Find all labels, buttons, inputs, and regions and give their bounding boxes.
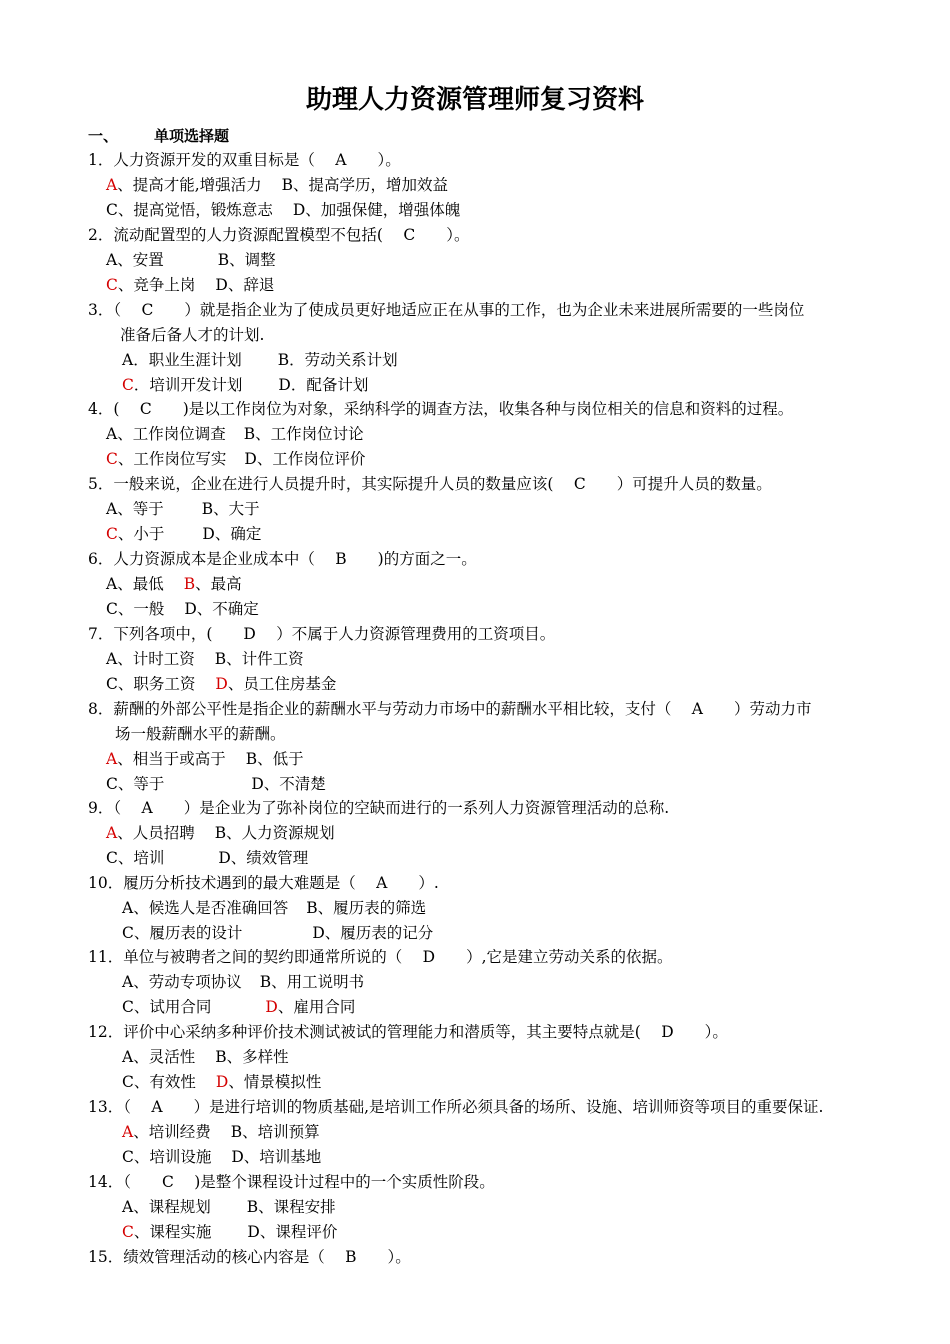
q3-option-c-text: ．培训开发计划: [133, 376, 243, 394]
q10-option-a: A、候选人是否准确回答: [122, 899, 289, 917]
question-7-stem: 7．下列各项中，( D ）不属于人力资源管理费用的工资项目。: [88, 625, 556, 643]
q12-option-d-text: 、情景模拟性: [228, 1073, 322, 1091]
q2-option-d: D、辞退: [215, 276, 275, 294]
question-15-stem: 15．绩效管理活动的核心内容是（ B ）。: [88, 1248, 411, 1266]
q12-option-c: C、有效性: [122, 1073, 196, 1091]
question-10-options-ab: [122, 897, 426, 919]
q3-option-c-letter: C: [122, 376, 134, 394]
q3-option-b: B．劳动关系计划: [277, 351, 398, 369]
q13-option-c: C、培训设施: [122, 1148, 212, 1166]
question-9-options-cd: [106, 847, 308, 869]
question-13-options-ab: [122, 1121, 320, 1143]
question-14-options-cd: [122, 1221, 337, 1243]
question-12-stem: 12．评价中心采纳多种评价技术测试被试的管理能力和潜质等，其主要特点就是( D ）。: [88, 1023, 728, 1041]
q6-option-d: D、不确定: [184, 600, 259, 618]
q13-option-a-text: 、培训经费: [133, 1123, 211, 1141]
question-8-stem: 8．薪酬的外部公平性是指企业的薪酬水平与劳动力市场中的薪酬水平相比较，支付（ A ）劳动力市: [88, 700, 812, 718]
question-9-options-ab: [106, 822, 335, 844]
section-number: 一、: [88, 127, 119, 145]
question-6-stem: 6．人力资源成本是企业成本中（ B )的方面之一。: [88, 550, 477, 568]
q5-option-c-text: 、小于: [117, 525, 165, 543]
q13-option-d: D、培训基地: [231, 1148, 322, 1166]
question-13-options-cd: [122, 1146, 321, 1168]
q1-option-a-letter: A: [106, 176, 118, 194]
q7-option-c: C、职务工资: [106, 675, 196, 693]
q11-option-b: B、用工说明书: [259, 973, 365, 991]
question-8-stem-continued: 场一般薪酬水平的薪酬。: [115, 725, 286, 743]
q10-option-b: B、履历表的筛选: [306, 899, 427, 917]
q4-option-c-text: 、工作岗位写实: [117, 450, 227, 468]
q13-option-b: B、培训预算: [230, 1123, 320, 1141]
q8-option-b: B、低于: [245, 750, 304, 768]
question-7-options-cd: [106, 673, 336, 695]
question-5-options-cd: [106, 523, 261, 545]
question-13-stem: 13．（ A ）是进行培训的物质基础,是培训工作所必须具备的场所、设施、培训师资等项目的重要保证.: [88, 1098, 824, 1116]
q3-option-d: D．配备计划: [278, 376, 369, 394]
question-3-stem: 3．（ C ）就是指企业为了使成员更好地适应正在从事的工作，也为企业未来进展所需要的一些岗位: [88, 301, 805, 319]
q4-option-b: B、工作岗位讨论: [243, 425, 364, 443]
q9-option-c: C、培训: [106, 849, 165, 867]
question-12-options-ab: [122, 1046, 289, 1068]
q12-option-d-letter: D: [215, 1073, 229, 1091]
q10-option-d: D、履历表的记分: [312, 924, 434, 942]
q8-option-d: D、不清楚: [251, 775, 326, 793]
q14-option-c-letter: C: [122, 1223, 134, 1241]
q2-option-c-letter: C: [106, 276, 118, 294]
question-14-options-ab: [122, 1196, 336, 1218]
q8-option-a-text: 、相当于或高于: [117, 750, 226, 768]
question-4-stem: 4．( C )是以工作岗位为对象，采纳科学的调查方法，收集各种与岗位相关的信息和资料的过程。: [88, 400, 794, 418]
q6-option-a: A、最低: [106, 575, 164, 593]
question-11-options-cd: [122, 996, 355, 1018]
question-2-options-ab: [106, 249, 276, 271]
section-label: 单项选择题: [154, 127, 230, 145]
q11-option-d-letter: D: [265, 998, 278, 1016]
q5-option-b: B、大于: [201, 500, 260, 518]
question-3-options-ab: [122, 349, 398, 371]
question-9-stem: 9．（ A ）是企业为了弥补岗位的空缺而进行的一系列人力资源管理活动的总称.: [88, 799, 670, 817]
question-3-options-cd: [122, 374, 368, 396]
question-12-options-cd: [122, 1071, 321, 1093]
q6-option-b-letter: B: [183, 575, 196, 593]
q7-option-d-text: 、员工住房基金: [227, 675, 337, 693]
q4-option-a: A、工作岗位调查: [106, 425, 226, 443]
q9-option-a-text: 、人员招聘: [117, 824, 195, 842]
q8-option-a-letter: A: [106, 750, 118, 768]
q14-option-a: A、课程规划: [122, 1198, 211, 1216]
q7-option-d-letter: D: [215, 675, 228, 693]
q10-option-c: C、履历表的设计: [122, 924, 243, 942]
question-10-options-cd: [122, 922, 433, 944]
q12-option-b: B、多样性: [215, 1048, 289, 1066]
q5-option-c-letter: C: [106, 525, 118, 543]
q14-option-b: B、课程安排: [246, 1198, 336, 1216]
question-8-options-ab: [106, 748, 304, 770]
q1-option-d: D、加强保健，增强体魄: [292, 201, 461, 219]
q4-option-d: D、工作岗位评价: [244, 450, 366, 468]
question-1-options-cd: [106, 199, 460, 221]
question-11-options-ab: [122, 971, 364, 993]
q12-option-a: A、灵活性: [122, 1048, 196, 1066]
question-1-stem: 1．人力资源开发的双重目标是（ A ）。: [88, 151, 401, 169]
q2-option-a: A、安置: [106, 251, 164, 269]
q2-option-b: B、调整: [217, 251, 276, 269]
q2-option-c-text: 、竞争上岗: [117, 276, 196, 294]
question-3-stem-continued: 准备后备人才的计划.: [120, 326, 265, 344]
q9-option-b: B、人力资源规划: [214, 824, 335, 842]
question-2-stem: 2．流动配置型的人力资源配置模型不包括( C ）。: [88, 226, 470, 244]
question-11-stem: 11．单位与被聘者之间的契约即通常所说的（ D ）,它是建立劳动关系的依据。: [88, 948, 673, 966]
q7-option-b: B、计件工资: [214, 650, 304, 668]
q5-option-d: D、确定: [202, 525, 262, 543]
q6-option-c: C、一般: [106, 600, 165, 618]
question-4-options-ab: [106, 423, 364, 445]
section-heading: [88, 126, 229, 146]
question-6-options-cd: [106, 598, 259, 620]
question-8-options-cd: [106, 773, 326, 795]
q9-option-d: D、绩效管理: [218, 849, 309, 867]
question-14-stem: 14．（ C )是整个课程设计过程中的一个实质性阶段。: [88, 1173, 495, 1191]
q11-option-d-text: 、雇用合同: [277, 998, 356, 1016]
q6-option-b-text: 、最高: [195, 575, 242, 593]
question-7-options-ab: [106, 648, 304, 670]
q1-option-a-text: 、提高才能,增强活力: [117, 176, 262, 194]
q14-option-d: D、课程评价: [247, 1223, 338, 1241]
q13-option-a-letter: A: [122, 1123, 134, 1141]
question-10-stem: 10．履历分析技术遇到的最大难题是（ A ）.: [88, 874, 439, 892]
question-5-options-ab: [106, 498, 260, 520]
q8-option-c: C、等于: [106, 775, 165, 793]
question-6-options-ab: [106, 573, 242, 595]
document-title: 助理人力资源管理师复习资料: [305, 85, 644, 115]
q9-option-a-letter: A: [106, 824, 118, 842]
question-1-options-ab: [106, 174, 448, 196]
question-2-options-cd: [106, 274, 274, 296]
q11-option-a: A、劳动专项协议: [122, 973, 242, 991]
q7-option-a: A、计时工资: [106, 650, 195, 668]
q5-option-a: A、等于: [106, 500, 164, 518]
q4-option-c-letter: C: [106, 450, 118, 468]
q11-option-c: C、试用合同: [122, 998, 212, 1016]
q1-option-c: C、提高觉悟，锻炼意志: [106, 201, 273, 219]
q14-option-c-text: 、课程实施: [133, 1223, 212, 1241]
q3-option-a: A．职业生涯计划: [122, 351, 242, 369]
question-5-stem: 5．一般来说，企业在进行人员提升时，其实际提升人员的数量应该( C ）可提升人员的数量。: [88, 475, 772, 493]
q1-option-b: B、提高学历，增加效益: [281, 176, 449, 194]
question-4-options-cd: [106, 448, 365, 470]
